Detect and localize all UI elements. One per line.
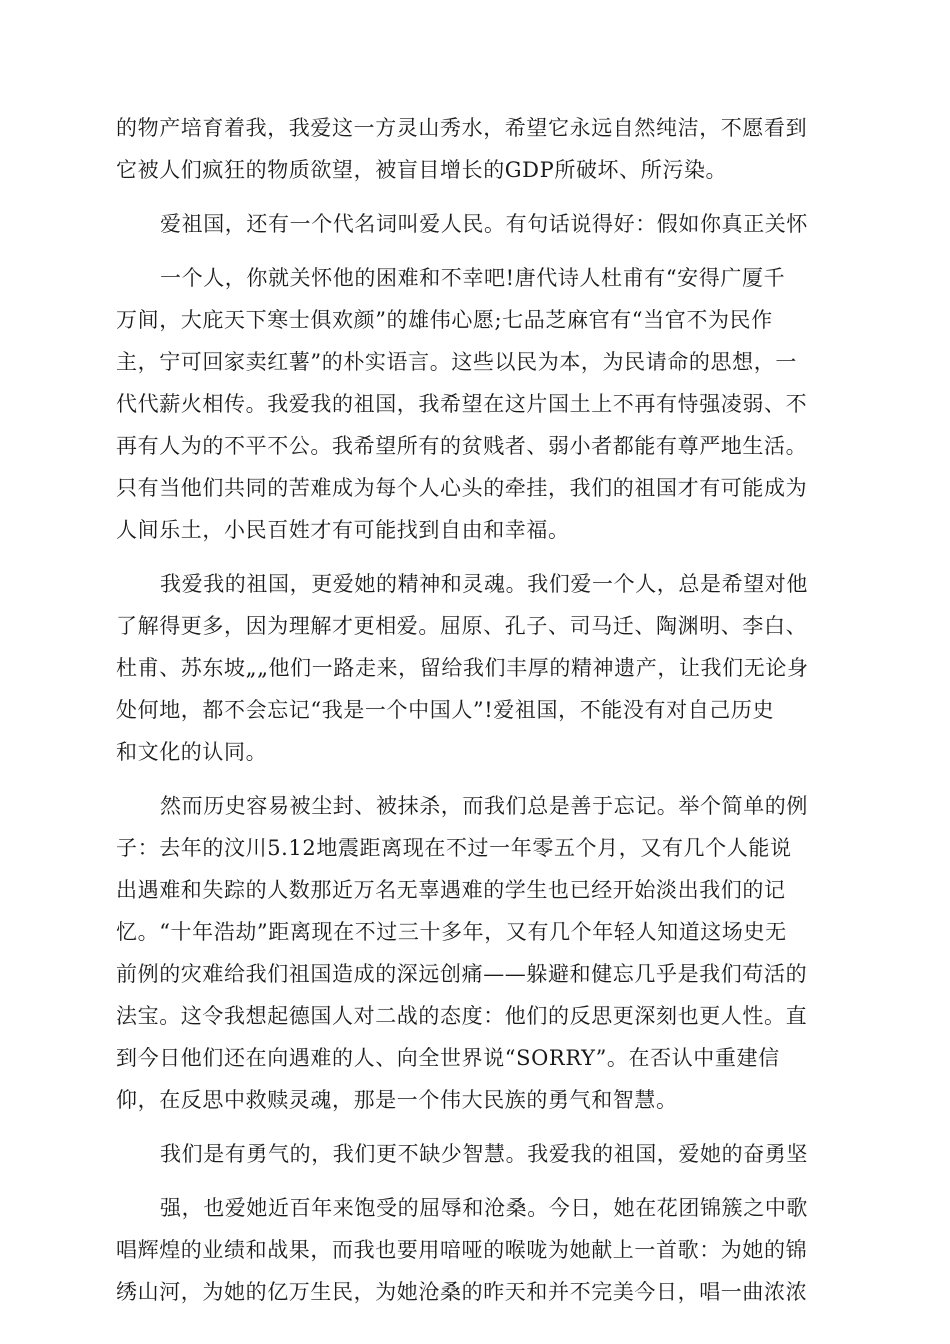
text-line: 处何地，都不会忘记“我是一个中国人”!爱祖国，不能没有对自己历史 — [116, 698, 775, 722]
text-line: 万间，大庇天下寒士俱欢颜”的雄伟心愿;七品芝麻官有“当官不为民作 — [116, 308, 773, 332]
text-line: 一个人，你就关怀他的困难和不幸吧!唐代诗人杜甫有“安得广厦千 — [160, 266, 786, 290]
text-line: 再有人为的不平不公。我希望所有的贫贱者、弱小者都能有尊严地生活。 — [116, 434, 808, 458]
text-line: 主，宁可回家卖红薯”的朴实语言。这些以民为本，为民请命的思想，一 — [116, 350, 797, 374]
text-line: 我们是有勇气的，我们更不缺少智慧。我爱我的祖国，爱她的奋勇坚 — [160, 1142, 808, 1166]
text-line: 仰，在反思中救赎灵魂，那是一个伟大民族的勇气和智慧。 — [116, 1088, 678, 1112]
text-line: 我爱我的祖国，更爱她的精神和灵魂。我们爱一个人，总是希望对他 — [160, 572, 808, 596]
text-line: 到今日他们还在向遇难的人、向全世界说“SORRY”。在否认中重建信 — [116, 1046, 780, 1070]
text-line: 爱祖国，还有一个代名词叫爱人民。有句话说得好：假如你真正关怀 — [160, 212, 808, 236]
text-line: 人间乐土，小民百姓才有可能找到自由和幸福。 — [116, 518, 570, 542]
text-line: 子：去年的汶川5.12地震距离现在不过一年零五个月，又有几个人能说 — [116, 836, 792, 860]
text-line: 法宝。这令我想起德国人对二战的态度：他们的反思更深刻也更人性。直 — [116, 1004, 808, 1028]
text-line: 唱辉煌的业绩和战果，而我也要用喑哑的喉咙为她献上一首歌：为她的锦 — [116, 1238, 808, 1262]
text-line: 绣山河，为她的亿万生民，为她沧桑的昨天和并不完美今日，唱一曲浓浓 — [116, 1280, 808, 1304]
text-line: 它被人们疯狂的物质欲望，被盲目增长的GDP所破坏、所污染。 — [116, 158, 728, 182]
text-line: 强，也爱她近百年来饱受的屈辱和沧桑。今日，她在花团锦簇之中歌 — [160, 1196, 808, 1220]
text-line: 和文化的认同。 — [116, 740, 268, 764]
text-line: 前例的灾难给我们祖国造成的深远创痛——躲避和健忘几乎是我们苟活的 — [116, 962, 808, 986]
text-line: 的物产培育着我，我爱这一方灵山秀水，希望它永远自然纯洁，不愿看到 — [116, 116, 808, 140]
text-line: 了解得更多，因为理解才更相爱。屈原、孔子、司马迁、陶渊明、李白、 — [116, 614, 808, 638]
text-line: 只有当他们共同的苦难成为每个人心头的牵挂，我们的祖国才有可能成为 — [116, 476, 808, 500]
text-line: 然而历史容易被尘封、被抹杀，而我们总是善于忘记。举个简单的例 — [160, 794, 808, 818]
text-line: 代代薪火相传。我爱我的祖国，我希望在这片国土上不再有恃强凌弱、不 — [116, 392, 808, 416]
text-line: 出遇难和失踪的人数那近万名无辜遇难的学生也已经开始淡出我们的记 — [116, 878, 786, 902]
text-line: 杜甫、苏东坡„„他们一路走来，留给我们丰厚的精神遗产，让我们无论身 — [116, 656, 809, 680]
text-line: 忆。“十年浩劫”距离现在不过三十多年，又有几个年轻人知道这场史无 — [116, 920, 787, 944]
